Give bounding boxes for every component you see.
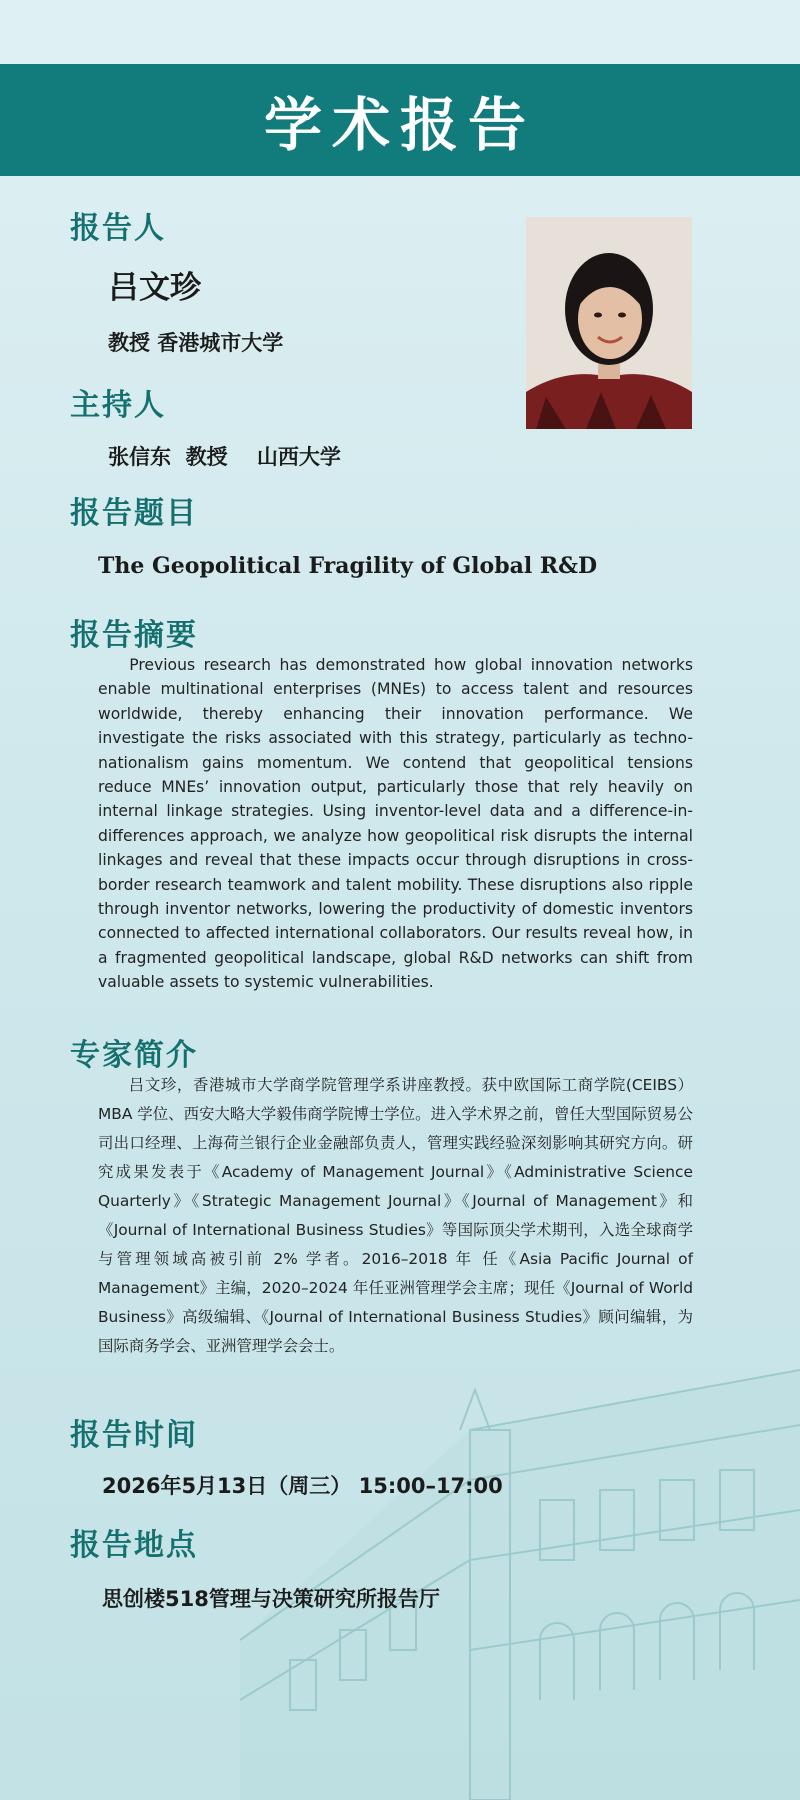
speaker-name: 吕文珍 xyxy=(108,270,201,306)
bio-heading: 专家简介 xyxy=(70,1038,198,1073)
speaker-title-affiliation: 教授 香港城市大学 xyxy=(108,331,284,355)
time-heading: 报告时间 xyxy=(70,1418,198,1453)
abstract-heading: 报告摘要 xyxy=(70,618,198,653)
host-info: 张信东 教授 山西大学 xyxy=(108,445,341,469)
topic-heading: 报告题目 xyxy=(70,496,198,531)
speaker-portrait-image xyxy=(526,217,692,429)
venue-value: 思创楼518管理与决策研究所报告厅 xyxy=(102,1587,440,1611)
speaker-photo xyxy=(526,217,692,429)
speaker-heading: 报告人 xyxy=(70,211,166,246)
time-value: 2026年5月13日（周三） 15:00–17:00 xyxy=(102,1474,503,1498)
page-title: 学术报告 xyxy=(263,91,536,159)
host-heading: 主持人 xyxy=(70,388,166,423)
header-banner xyxy=(0,64,800,176)
topic-title: The Geopolitical Fragility of Global R&D xyxy=(98,553,598,579)
venue-heading: 报告地点 xyxy=(70,1528,198,1563)
bio-text: 吕文珍，香港城市大学商学院管理学系讲座教授。获中欧国际工商学院(CEIBS）MBA 学位、西安大略大学毅伟商学院博士学位。进入学术界之前，曾任大型国际贸易公司出口经理、上海荷兰银行企业金融部负责人，管理实践经验深刻影响其研究方向。研究成果发表于《Academy of Management Journal》《Administrative Science Quarterly》《Strategic Management Journal》《Journal of Management》和《Journal of International Business Studies》等国际顶尖学术期刊，入选全球商学与管理领域高被引前 2% 学者。2016–2018 年 任《Asia Pacific Journal of Management》主编，2020–2024 年任亚洲管理学会主席；现任《Journal of World Business》高级编辑、《Journal of International Business Studies》顾问编辑，为国际商务学会、亚洲管理学会会士。 xyxy=(98,1076,693,1355)
abstract-text: Previous research has demonstrated how global innovation networks enable multinational enterprises (MNEs) to access talent and resources worldwide, thereby enhancing their innovation performance. We investigate the risks associated with this strategy, particularly as techno-nationalism gains momentum. We contend that geopolitical tensions reduce MNEs’ innovation output, particularly those that rely heavily on internal linkage strategies. Using inventor-level data and a difference-in-differences approach, we analyze how geopolitical risk disrupts the internal linkages and reveal that these impacts occur through disruptions in cross-border research teamwork and talent mobility. These disruptions also ripple through inventor networks, lowering the productivity of domestic inventors connected to affected international collaborators. Our results reveal how, in a fragmented geopolitical landscape, global R&D networks can shift from valuable assets to systemic vulnerabilities. xyxy=(98,656,693,992)
